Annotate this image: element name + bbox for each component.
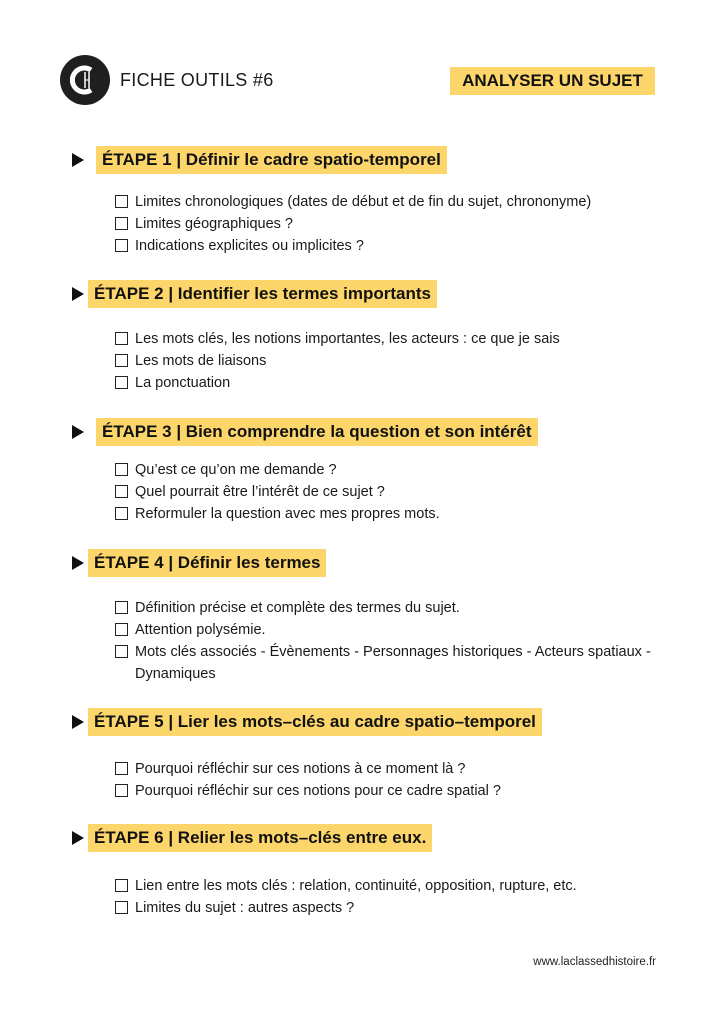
step-1-heading [72, 146, 447, 174]
arrow-right-icon [72, 556, 84, 570]
checkbox[interactable] [115, 239, 128, 252]
checkbox[interactable] [115, 645, 128, 658]
checklist-item: Pourquoi réfléchir sur ces notions pour ce cadre spatial ? [115, 780, 655, 802]
step-5-title: ÉTAPE 5 | Lier les mots–clés au cadre spatio–temporel [88, 708, 542, 736]
step-3-checklist [115, 459, 655, 525]
step-6-title: ÉTAPE 6 | Relier les mots–clés entre eux. [88, 824, 432, 852]
checklist-item: Pourquoi réfléchir sur ces notions à ce moment là ? [115, 758, 655, 780]
checkbox[interactable] [115, 879, 128, 892]
arrow-right-icon [72, 287, 84, 301]
arrow-right-icon [72, 153, 84, 167]
arrow-right-icon [72, 831, 84, 845]
checkbox[interactable] [115, 507, 128, 520]
logo [60, 55, 110, 105]
checkbox[interactable] [115, 784, 128, 797]
checklist-item: Les mots clés, les notions importantes, les acteurs : ce que je sais [115, 328, 655, 350]
checkbox[interactable] [115, 332, 128, 345]
checklist-item: Limites chronologiques (dates de début et de fin du sujet, chrononyme) [115, 191, 655, 213]
step-3-heading [72, 418, 538, 446]
checkbox[interactable] [115, 901, 128, 914]
checklist-item: Limites géographiques ? [115, 213, 655, 235]
checkbox[interactable] [115, 601, 128, 614]
step-4-title: ÉTAPE 4 | Définir les termes [88, 549, 326, 577]
logo-icon [60, 55, 110, 105]
checkbox[interactable] [115, 376, 128, 389]
step-3-title: ÉTAPE 3 | Bien comprendre la question et son intérêt [96, 418, 538, 446]
step-4-heading [72, 549, 326, 577]
checklist-item: Définition précise et complète des termes du sujet. [115, 597, 655, 619]
step-6-checklist [115, 875, 655, 919]
checkbox[interactable] [115, 485, 128, 498]
checkbox[interactable] [115, 762, 128, 775]
step-1-title: ÉTAPE 1 | Définir le cadre spatio-temporel [96, 146, 447, 174]
step-1-checklist [115, 191, 655, 257]
checklist-item: Qu’est ce qu’on me demande ? [115, 459, 655, 481]
checklist-item: Limites du sujet : autres aspects ? [115, 897, 655, 919]
arrow-right-icon [72, 425, 84, 439]
step-2-checklist [115, 328, 655, 394]
step-2-heading [72, 280, 437, 308]
fiche-title: FICHE OUTILS #6 [120, 70, 274, 90]
checklist-item: Quel pourrait être l’intérêt de ce sujet ? [115, 481, 655, 503]
step-4-checklist [115, 597, 655, 685]
sheet-title: ANALYSER UN SUJET [450, 67, 655, 95]
checklist-item: Mots clés associés - Évènements - Personnages historiques - Acteurs spatiaux - Dynamiques [115, 641, 655, 685]
checklist-item: Attention polysémie. [115, 619, 655, 641]
checklist-item: Reformuler la question avec mes propres mots. [115, 503, 655, 525]
arrow-right-icon [72, 715, 84, 729]
step-6-heading [72, 824, 432, 852]
checkbox[interactable] [115, 195, 128, 208]
website-link[interactable]: www.laclassedhistoire.fr [533, 956, 656, 968]
step-5-checklist [115, 758, 655, 802]
checklist-item: Indications explicites ou implicites ? [115, 235, 655, 257]
step-5-heading [72, 708, 542, 736]
checkbox[interactable] [115, 217, 128, 230]
step-2-title: ÉTAPE 2 | Identifier les termes importants [88, 280, 437, 308]
checkbox[interactable] [115, 354, 128, 367]
checkbox[interactable] [115, 623, 128, 636]
checklist-item: Les mots de liaisons [115, 350, 655, 372]
checklist-item: La ponctuation [115, 372, 655, 394]
checklist-item: Lien entre les mots clés : relation, continuité, opposition, rupture, etc. [115, 875, 655, 897]
checkbox[interactable] [115, 463, 128, 476]
